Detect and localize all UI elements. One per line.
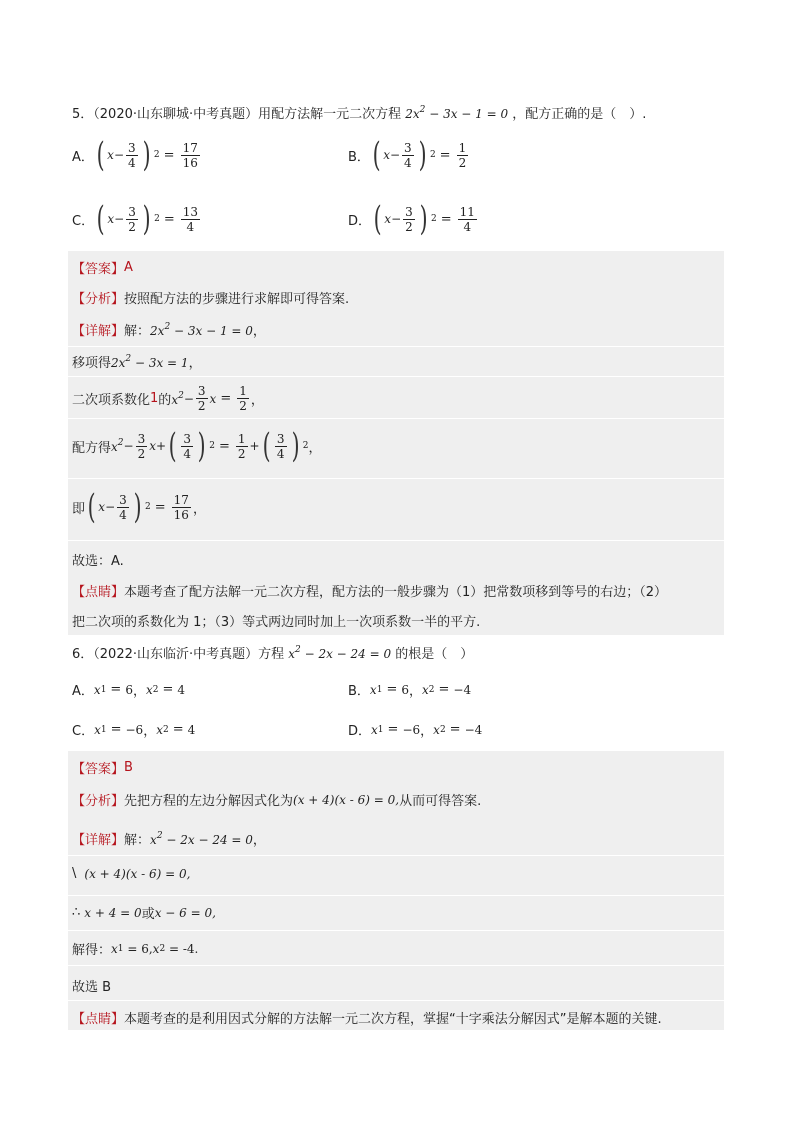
step-prefix: \ bbox=[72, 866, 77, 881]
step-5-4: 即 ( x − $\frac{3}{4}$ ) 2 = $\frac{17}{16}$ ， bbox=[72, 487, 206, 527]
comment-5-line1 bbox=[72, 581, 667, 600]
analysis-tag: 【分析】 bbox=[72, 794, 125, 809]
option-label: D． bbox=[348, 724, 372, 739]
option-label: D． bbox=[348, 213, 372, 229]
answer-value: B bbox=[124, 760, 133, 775]
step-text: 移项得 bbox=[72, 356, 112, 371]
comment-tag: 【点睛】 bbox=[72, 1012, 125, 1027]
divider bbox=[68, 965, 724, 966]
detail-intro: 解： bbox=[124, 833, 151, 848]
comment-text: 把二次项的系数化为 1；（3）等式两边同时加上一次项系数一半的平方. bbox=[72, 615, 481, 630]
step-prefix: ∴ bbox=[72, 905, 81, 920]
step-text: 二次项系数化 bbox=[72, 393, 151, 408]
step-text: 的 bbox=[158, 393, 172, 408]
analysis-text: 从而可得答案. bbox=[399, 794, 482, 809]
option-6b[interactable]: B． x 1 = 6 ， x 2 = −4 bbox=[348, 682, 472, 699]
option-5c[interactable]: C． ( x − $\frac{3}{2}$ ) 2 = $\frac{13}{4}$ bbox=[72, 199, 199, 239]
step-5-1: 移项得 $2x^2 - 3x = 1$ ， bbox=[72, 353, 202, 371]
detail-6: 【详解】 解： $x^2 - 2x - 24 = 0$ ， bbox=[72, 830, 266, 848]
option-5b[interactable]: B． ( x − $\frac{3}{4}$ ) 2 = $\frac{1}{2}$ bbox=[348, 135, 467, 175]
choose-5 bbox=[72, 550, 124, 569]
detail-intro: 解： bbox=[124, 324, 151, 339]
option-label: C． bbox=[72, 724, 95, 739]
divider bbox=[68, 418, 724, 419]
detail-5: 【详解】 解： $2x^2 - 3x - 1 = 0$ ， bbox=[72, 321, 266, 339]
step-text: 即 bbox=[72, 501, 86, 517]
option-6c[interactable]: C． x 1 = −6 ， x 2 = 4 bbox=[72, 722, 196, 739]
comment-text: 本题考查了配方法解一元二次方程，配方法的一般步骤为（1）把常数项移到等号的右边；（2） bbox=[124, 585, 668, 600]
step-5-3: 配方得 $x^2$ − $\frac{3}{2}$ x + ( $\frac{3}{4}$ ) 2 = $\frac{1}{2}$ + ( $\frac{3}{4}$ ) 2 ， bbox=[72, 426, 322, 466]
analysis-text: 先把方程的左边分解因式化为 bbox=[124, 794, 294, 809]
answer-tag: 【答案】 bbox=[72, 262, 125, 277]
choose-text: 故选：A. bbox=[72, 554, 124, 569]
option-6d[interactable]: D． x 1 = −6 ， x 2 = −4 bbox=[348, 722, 483, 739]
divider bbox=[68, 478, 724, 479]
step-5-2: 二次项系数化 1 的 $x^2$ − $\frac{3}{2}$ x = $\frac{1}{2}$ ， bbox=[72, 384, 264, 413]
question-6-text: 6．（2022·山东临沂·中考真题）方程 bbox=[72, 647, 285, 662]
option-label: A． bbox=[72, 149, 94, 165]
divider bbox=[68, 376, 724, 377]
analysis-5 bbox=[72, 288, 349, 307]
answer-tag: 【答案】 bbox=[72, 762, 125, 777]
comment-6 bbox=[72, 1008, 662, 1027]
step-text: 配方得 bbox=[72, 440, 112, 456]
step-text: 解得： bbox=[72, 943, 112, 958]
choose-text: 故选 B bbox=[72, 980, 112, 995]
answer-value: A bbox=[124, 260, 133, 275]
divider bbox=[68, 346, 724, 347]
comment-tag: 【点睛】 bbox=[72, 585, 125, 600]
option-5d[interactable]: D． ( x − $\frac{3}{2}$ ) 2 = $\frac{11}{4}$ bbox=[348, 199, 475, 239]
question-6 bbox=[72, 643, 473, 662]
option-5a[interactable]: A． ( x − $\frac{3}{4}$ ) 2 = $\frac{17}{16}$ bbox=[72, 135, 198, 175]
option-label: C． bbox=[72, 213, 95, 229]
step-6-3: 解得： x 1 = 6, x 2 = -4. bbox=[72, 939, 198, 958]
question-5-text: 5．（2020·山东聊城·中考真题）用配方法解一元二次方程 bbox=[72, 107, 402, 122]
divider bbox=[68, 540, 724, 541]
step-or: 或 bbox=[141, 907, 155, 922]
question-5-suffix: ，配方正确的是（ ）. bbox=[512, 107, 647, 122]
answer-5 bbox=[72, 258, 133, 277]
answer-6 bbox=[72, 758, 133, 777]
analysis-text: 按照配方法的步骤进行求解即可得答案. bbox=[124, 292, 350, 307]
comment-5-line2 bbox=[72, 611, 480, 630]
analysis-6: 【分析】 先把方程的左边分解因式化为 (x + 4)(x - 6) = 0, 从而可得答案. bbox=[72, 790, 481, 809]
step-6-2: ∴ x + 4 = 0 或 x − 6 = 0, bbox=[72, 905, 216, 922]
question-5-equation: $2x^2 - 3x - 1 = 0$ bbox=[405, 105, 509, 121]
question-5 bbox=[72, 103, 646, 122]
analysis-tag: 【分析】 bbox=[72, 292, 125, 307]
option-label: B． bbox=[348, 149, 370, 165]
divider bbox=[68, 855, 724, 856]
option-6a[interactable]: A． x 1 = 6 ， x 2 = 4 bbox=[72, 682, 186, 699]
choose-6 bbox=[72, 976, 111, 995]
divider bbox=[68, 1000, 724, 1001]
question-6-suffix: 的根是（ ） bbox=[395, 647, 474, 662]
detail-tag: 【详解】 bbox=[72, 324, 125, 339]
divider bbox=[68, 895, 724, 896]
question-6-equation: $x^2 - 2x - 24 = 0$ bbox=[288, 645, 392, 661]
divider bbox=[68, 930, 724, 931]
detail-tag: 【详解】 bbox=[72, 833, 125, 848]
step-6-1: \ (x + 4)(x - 6) = 0, bbox=[72, 866, 191, 881]
option-label: A． bbox=[72, 684, 94, 699]
option-label: B． bbox=[348, 684, 370, 699]
step-number: 1 bbox=[150, 391, 159, 406]
comment-text: 本题考查的是利用因式分解的方法解一元二次方程，掌握“十字乘法分解因式”是解本题的关键. bbox=[124, 1012, 662, 1027]
